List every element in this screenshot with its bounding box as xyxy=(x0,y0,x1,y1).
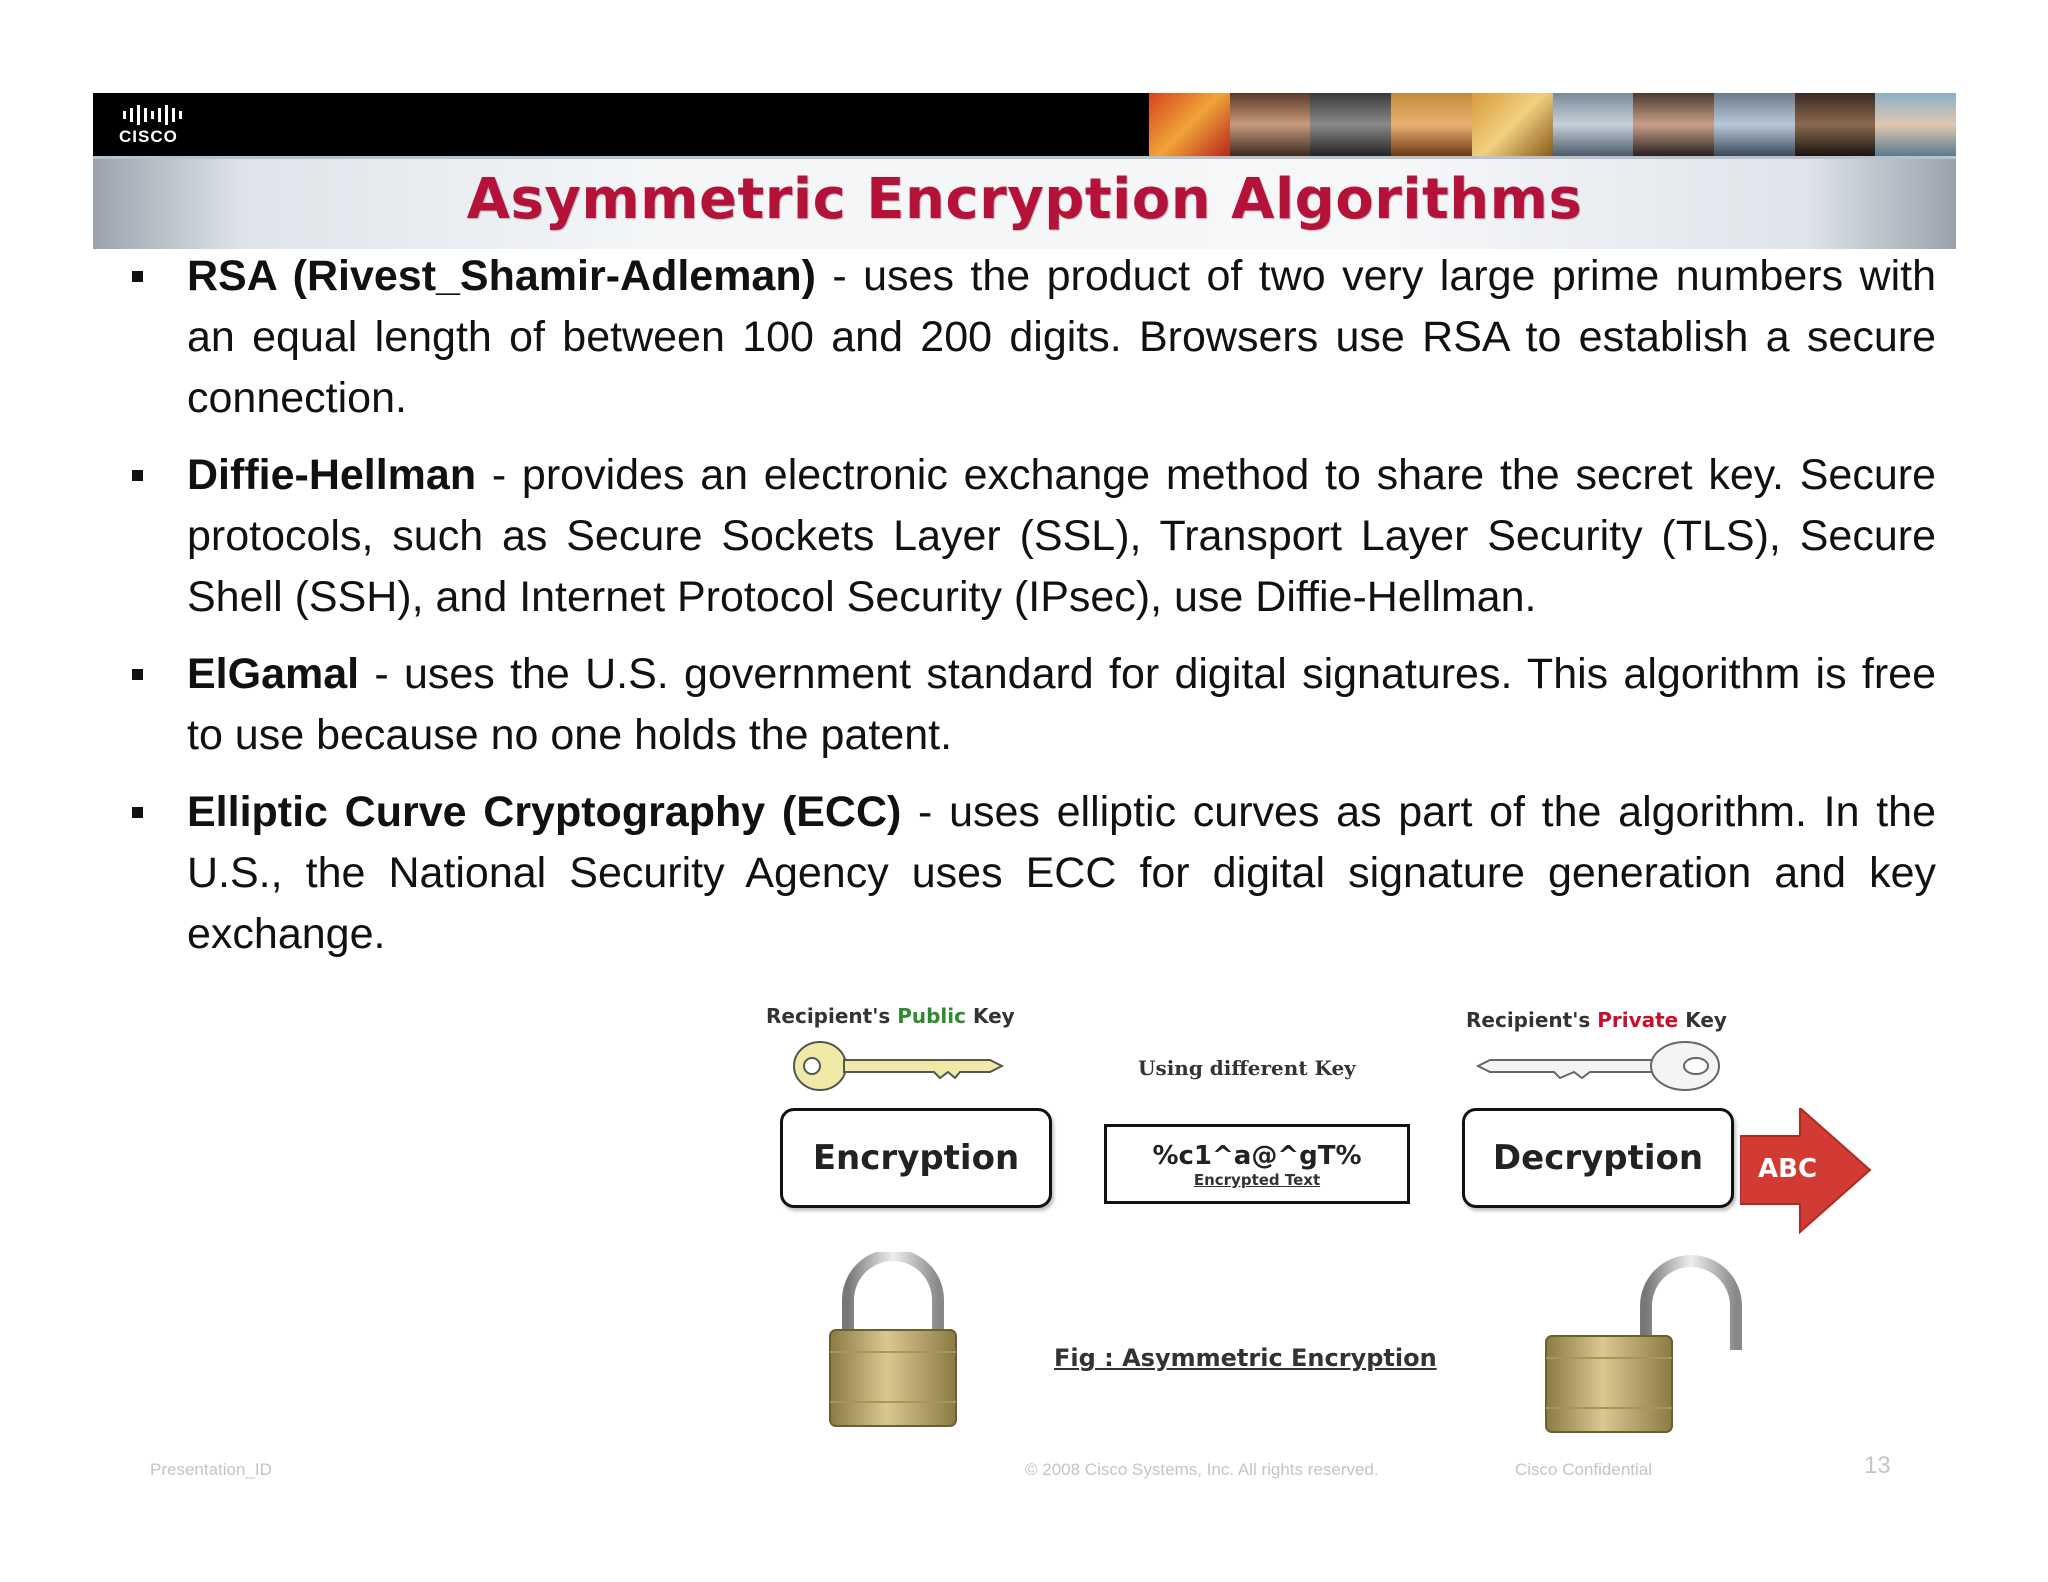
bullet-marker-icon xyxy=(132,807,143,818)
open-lock-icon xyxy=(1536,1248,1766,1438)
bullet-diffie-hellman xyxy=(128,445,1936,628)
bullet-term: Diffie-Hellman xyxy=(187,451,477,499)
closed-lock-icon xyxy=(818,1252,968,1432)
title-bar xyxy=(93,156,1956,249)
private-key-icon xyxy=(1470,1036,1730,1096)
bullet-text: - uses elliptic curves as part of the algorithm. In the U.S., the National Security Agency uses ECC for digital signature generation and key exchange. xyxy=(187,788,1937,958)
public-key-label: Recipient's Public Key xyxy=(766,1004,1015,1028)
bullet-marker-icon xyxy=(132,271,143,282)
header-black-bar xyxy=(93,93,1956,156)
bullet-text: - provides an electronic exchange method to share the secret key. Secure protocols, such as Secure Sockets Layer (SSL), Transport Layer Security (TLS), Secure Shell (SSH), and Internet Protocol Security (IPsec), use Diffie-Hellman. xyxy=(187,451,1936,621)
asymmetric-encryption-figure xyxy=(760,992,1880,1442)
bullet-text: - uses the U.S. government standard for digital signatures. This algorithm is free to use because no one holds the patent. xyxy=(187,650,1936,759)
footer-copyright: © 2008 Cisco Systems, Inc. All rights reserved. xyxy=(1025,1460,1379,1479)
bullet-text: - uses the product of two very large prime numbers with an equal length of between 100 and 200 digits. Browsers use RSA to establish a secure connection. xyxy=(187,252,1936,422)
private-key-label: Recipient's Private Key xyxy=(1466,1008,1727,1032)
bullet-list xyxy=(128,246,1936,965)
cipher-text: %c1^a@^gT% xyxy=(1152,1141,1362,1171)
bullet-term: Elliptic Curve Cryptography (ECC) xyxy=(187,788,902,836)
figure-caption: Fig : Asymmetric Encryption xyxy=(1054,1344,1437,1372)
cisco-wordmark: CISCO xyxy=(119,127,178,146)
using-different-key-label: Using different Key xyxy=(1138,1056,1356,1080)
encrypted-text-box xyxy=(1104,1124,1410,1204)
bullet-marker-icon xyxy=(132,669,143,680)
slide-title: Asymmetric Encryption Algorithms xyxy=(466,167,1583,232)
encryption-box: Encryption xyxy=(780,1108,1052,1208)
footer-confidential: Cisco Confidential xyxy=(1515,1460,1653,1479)
page-number: 13 xyxy=(1864,1452,1891,1479)
header-photo-strip xyxy=(1149,93,1956,156)
slide-header xyxy=(93,93,1956,249)
bullet-marker-icon xyxy=(132,470,143,481)
output-text: ABC xyxy=(1758,1154,1818,1184)
public-key-icon xyxy=(790,1036,1010,1096)
bullet-rsa xyxy=(128,246,1936,429)
bullet-ecc xyxy=(128,782,1936,965)
bullet-elgamal xyxy=(128,644,1936,766)
cipher-text-caption: Encrypted Text xyxy=(1193,1171,1321,1189)
footer-presentation-id: Presentation_ID xyxy=(150,1460,272,1479)
cisco-logo xyxy=(119,105,199,147)
bullet-term: RSA (Rivest_Shamir-Adleman) xyxy=(187,252,816,300)
cisco-bars-icon xyxy=(119,105,199,125)
decryption-box: Decryption xyxy=(1462,1108,1734,1208)
bullet-term: ElGamal xyxy=(187,650,360,698)
